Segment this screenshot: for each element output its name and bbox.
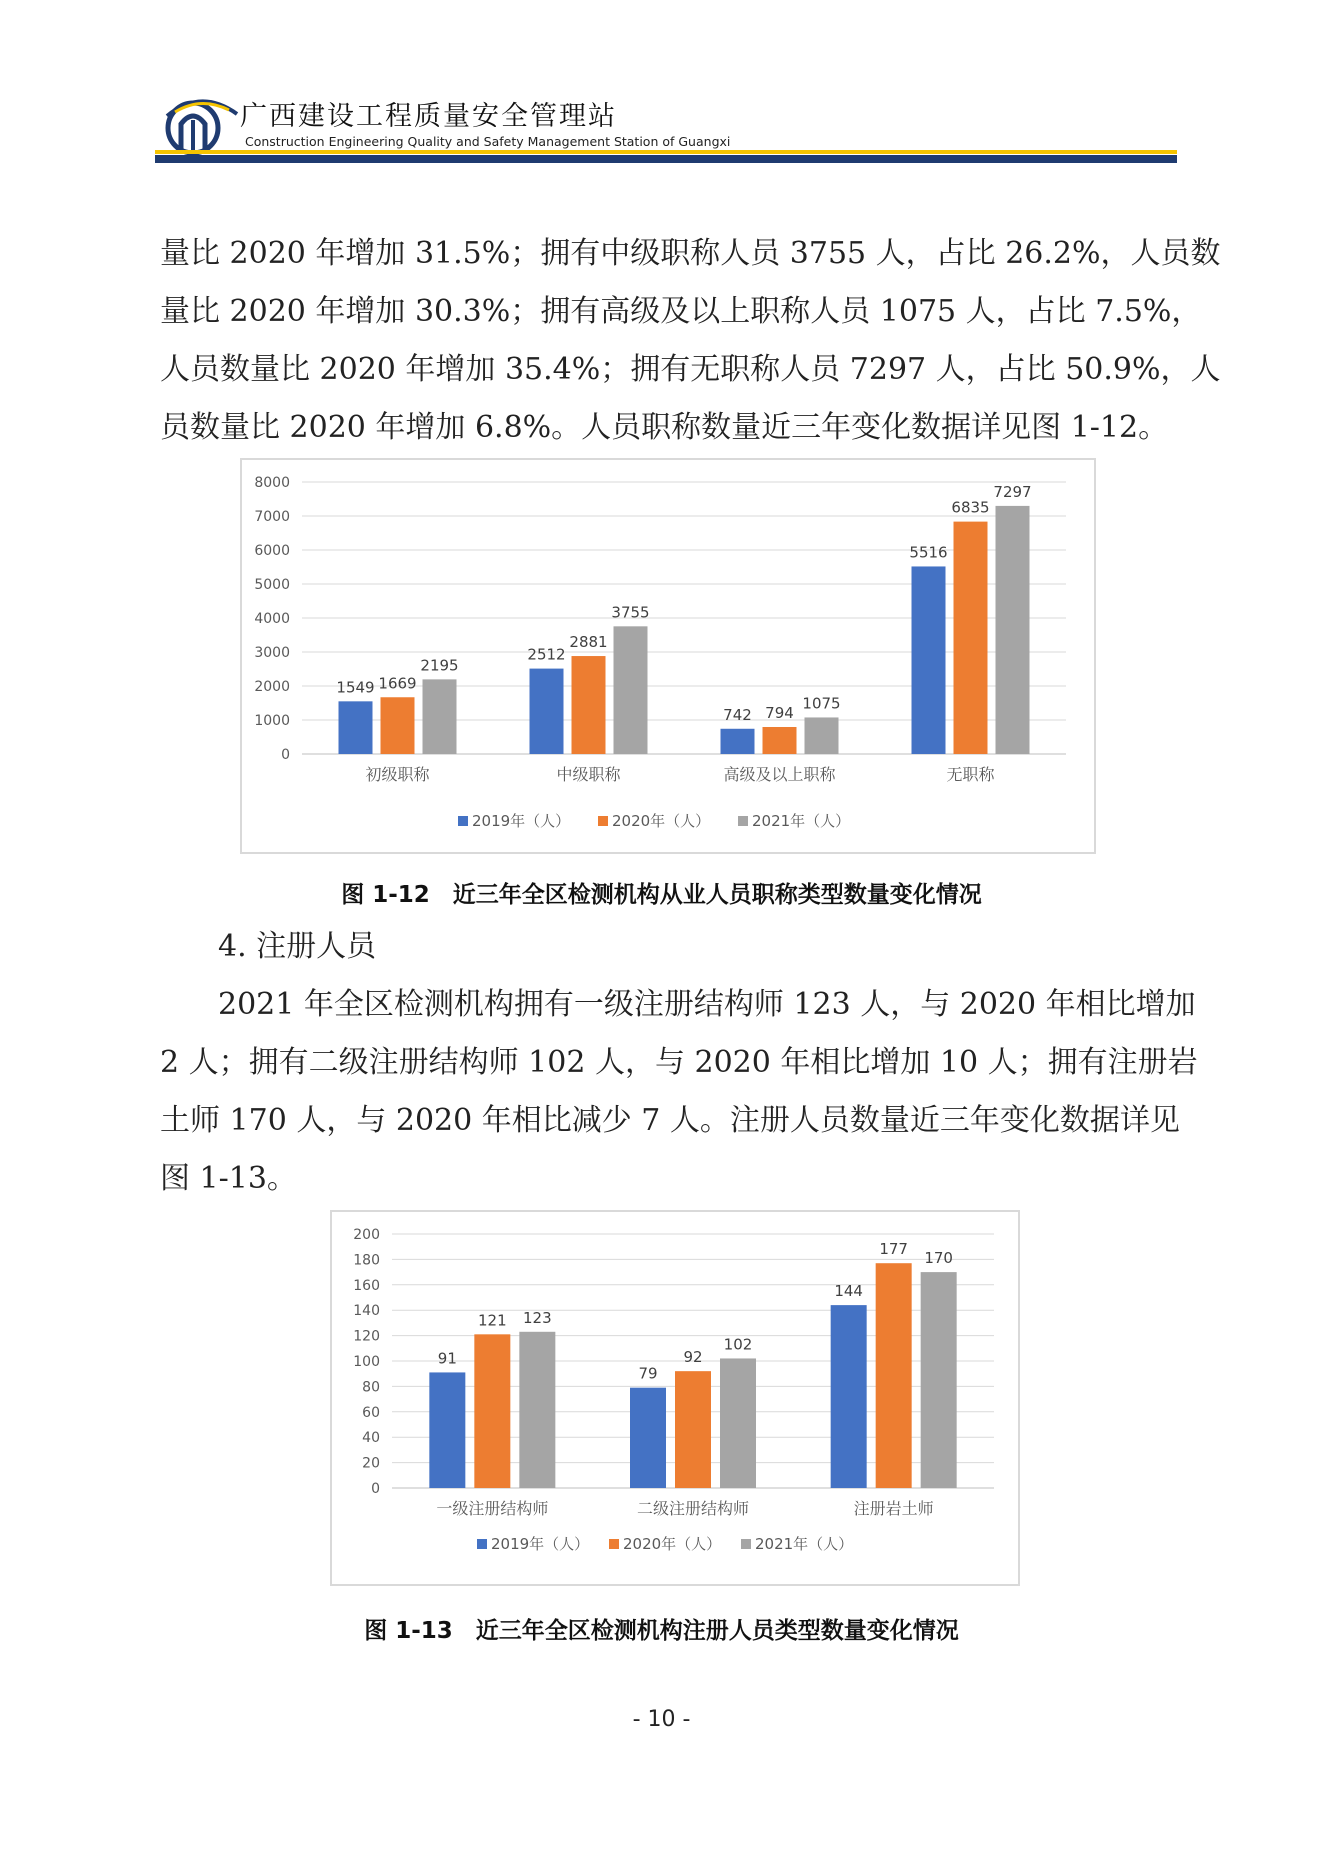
paragraph-line: 2021 年全区检测机构拥有一级注册结构师 123 人，与 2020 年相比增加 — [218, 987, 1196, 1022]
data-label: 742 — [723, 705, 752, 724]
org-name-english: Construction Engineering Quality and Safety Management Station of Guangxi — [245, 134, 731, 149]
bar — [876, 1263, 912, 1488]
data-label: 144 — [834, 1282, 863, 1301]
legend-swatch — [609, 1539, 619, 1549]
y-tick-label: 120 — [353, 1328, 380, 1345]
bar — [572, 656, 606, 754]
figure-1-caption: 图 1-12 近三年全区检测机构从业人员职称类型数量变化情况 — [341, 882, 982, 908]
data-label: 79 — [638, 1364, 658, 1383]
data-label: 3755 — [611, 603, 650, 622]
y-tick-label: 3000 — [254, 645, 290, 661]
legend-swatch — [458, 816, 468, 826]
bar — [912, 566, 946, 754]
bar — [720, 1358, 756, 1488]
paragraph-line: 人员数量比 2020 年增加 35.4%；拥有无职称人员 7297 人，占比 50.9%，人 — [160, 352, 1221, 387]
data-label: 170 — [924, 1249, 953, 1268]
data-label: 1669 — [378, 674, 417, 693]
x-category-label: 注册岩土师 — [853, 1499, 934, 1518]
x-category-label: 中级职称 — [556, 765, 621, 784]
bar — [721, 729, 755, 754]
y-tick-label: 100 — [353, 1354, 380, 1370]
x-category-label: 高级及以上职称 — [723, 765, 836, 784]
bar — [339, 701, 373, 754]
data-label: 1075 — [802, 694, 841, 713]
bar — [805, 717, 839, 754]
y-tick-label: 5000 — [254, 577, 290, 593]
legend-label: 2019年（人） — [491, 1535, 590, 1553]
data-label: 123 — [523, 1308, 552, 1327]
data-label: 6835 — [951, 498, 990, 517]
legend-label: 2021年（人） — [755, 1535, 854, 1553]
org-name-chinese: 广西建设工程质量安全管理站 — [240, 101, 617, 132]
y-tick-label: 4000 — [254, 611, 290, 627]
data-label: 7297 — [993, 482, 1032, 501]
paragraph-title-stats — [160, 225, 1221, 457]
bar — [429, 1372, 465, 1488]
header-rule-gold — [155, 150, 1177, 154]
y-tick-label: 8000 — [254, 475, 290, 491]
bar — [474, 1334, 510, 1488]
y-tick-label: 0 — [281, 747, 290, 763]
y-tick-label: 7000 — [254, 509, 290, 525]
x-category-label: 无职称 — [946, 765, 995, 784]
bar — [630, 1388, 666, 1488]
data-label: 2512 — [527, 645, 566, 664]
station-logo-icon — [161, 94, 239, 156]
page-number: - 10 - — [632, 1707, 691, 1732]
bar — [996, 506, 1030, 754]
bar — [381, 697, 415, 754]
paragraph-line: 员数量比 2020 年增加 6.8%。人员职称数量近三年变化数据详见图 1-12。 — [160, 410, 1169, 445]
paragraph-line: 图 1-13。 — [160, 1161, 297, 1196]
legend-label: 2020年（人） — [612, 812, 711, 830]
paragraph-line: 土师 170 人，与 2020 年相比减少 7 人。注册人员数量近三年变化数据详见 — [160, 1103, 1180, 1138]
bar — [831, 1305, 867, 1488]
data-label: 92 — [683, 1348, 703, 1367]
legend-swatch — [598, 816, 608, 826]
legend-label: 2020年（人） — [623, 1535, 722, 1553]
y-tick-label: 40 — [362, 1430, 380, 1447]
y-tick-label: 80 — [362, 1379, 380, 1396]
data-label: 121 — [478, 1311, 507, 1330]
chart-2-frame — [330, 1210, 1020, 1586]
x-category-label: 一级注册结构师 — [436, 1499, 549, 1518]
legend-swatch — [741, 1539, 751, 1549]
y-tick-label: 1000 — [254, 713, 290, 729]
x-category-label: 二级注册结构师 — [636, 1499, 750, 1518]
header-rule-navy — [155, 155, 1177, 163]
bar — [954, 522, 988, 754]
paragraph-line: 量比 2020 年增加 30.3%；拥有高级及以上职称人员 1075 人，占比 7.5%， — [160, 294, 1202, 329]
bar — [530, 669, 564, 754]
y-tick-label: 140 — [353, 1303, 380, 1320]
figure-2-caption: 图 1-13 近三年全区检测机构注册人员类型数量变化情况 — [364, 1618, 959, 1644]
section-heading: 4. 注册人员 — [218, 929, 377, 964]
data-label: 1549 — [336, 678, 375, 697]
x-category-label: 初级职称 — [365, 765, 430, 784]
y-tick-label: 20 — [362, 1455, 380, 1472]
data-label: 2195 — [420, 656, 459, 675]
document-header — [155, 88, 1177, 168]
legend-label: 2021年（人） — [752, 812, 851, 830]
bar — [675, 1371, 711, 1488]
chart-1-frame — [240, 458, 1096, 854]
y-tick-label: 180 — [353, 1252, 380, 1269]
bar — [921, 1272, 957, 1488]
chart-title-types — [242, 460, 1094, 852]
bar — [519, 1332, 555, 1488]
data-label: 794 — [765, 704, 794, 723]
data-label: 5516 — [909, 543, 948, 562]
chart-registered-types — [332, 1212, 1018, 1584]
bar — [763, 727, 797, 754]
y-tick-label: 2000 — [254, 679, 290, 695]
y-tick-label: 6000 — [254, 543, 290, 559]
data-label: 2881 — [569, 633, 608, 652]
legend-swatch — [738, 816, 748, 826]
bar — [614, 626, 648, 754]
y-tick-label: 160 — [353, 1277, 380, 1294]
y-tick-label: 200 — [353, 1227, 380, 1243]
y-tick-label: 0 — [371, 1481, 380, 1497]
legend-swatch — [477, 1539, 487, 1549]
paragraph-registered-staff — [160, 976, 1198, 1208]
bar — [423, 679, 457, 754]
data-label: 102 — [723, 1335, 753, 1354]
legend-label: 2019年（人） — [472, 812, 571, 830]
paragraph-line: 2 人；拥有二级注册结构师 102 人，与 2020 年相比增加 10 人；拥有注册岩 — [160, 1045, 1198, 1080]
data-label: 91 — [437, 1349, 457, 1368]
paragraph-line: 量比 2020 年增加 31.5%；拥有中级职称人员 3755 人，占比 26.2%，人员数 — [160, 236, 1221, 271]
data-label: 177 — [879, 1240, 908, 1259]
y-tick-label: 60 — [362, 1404, 380, 1421]
